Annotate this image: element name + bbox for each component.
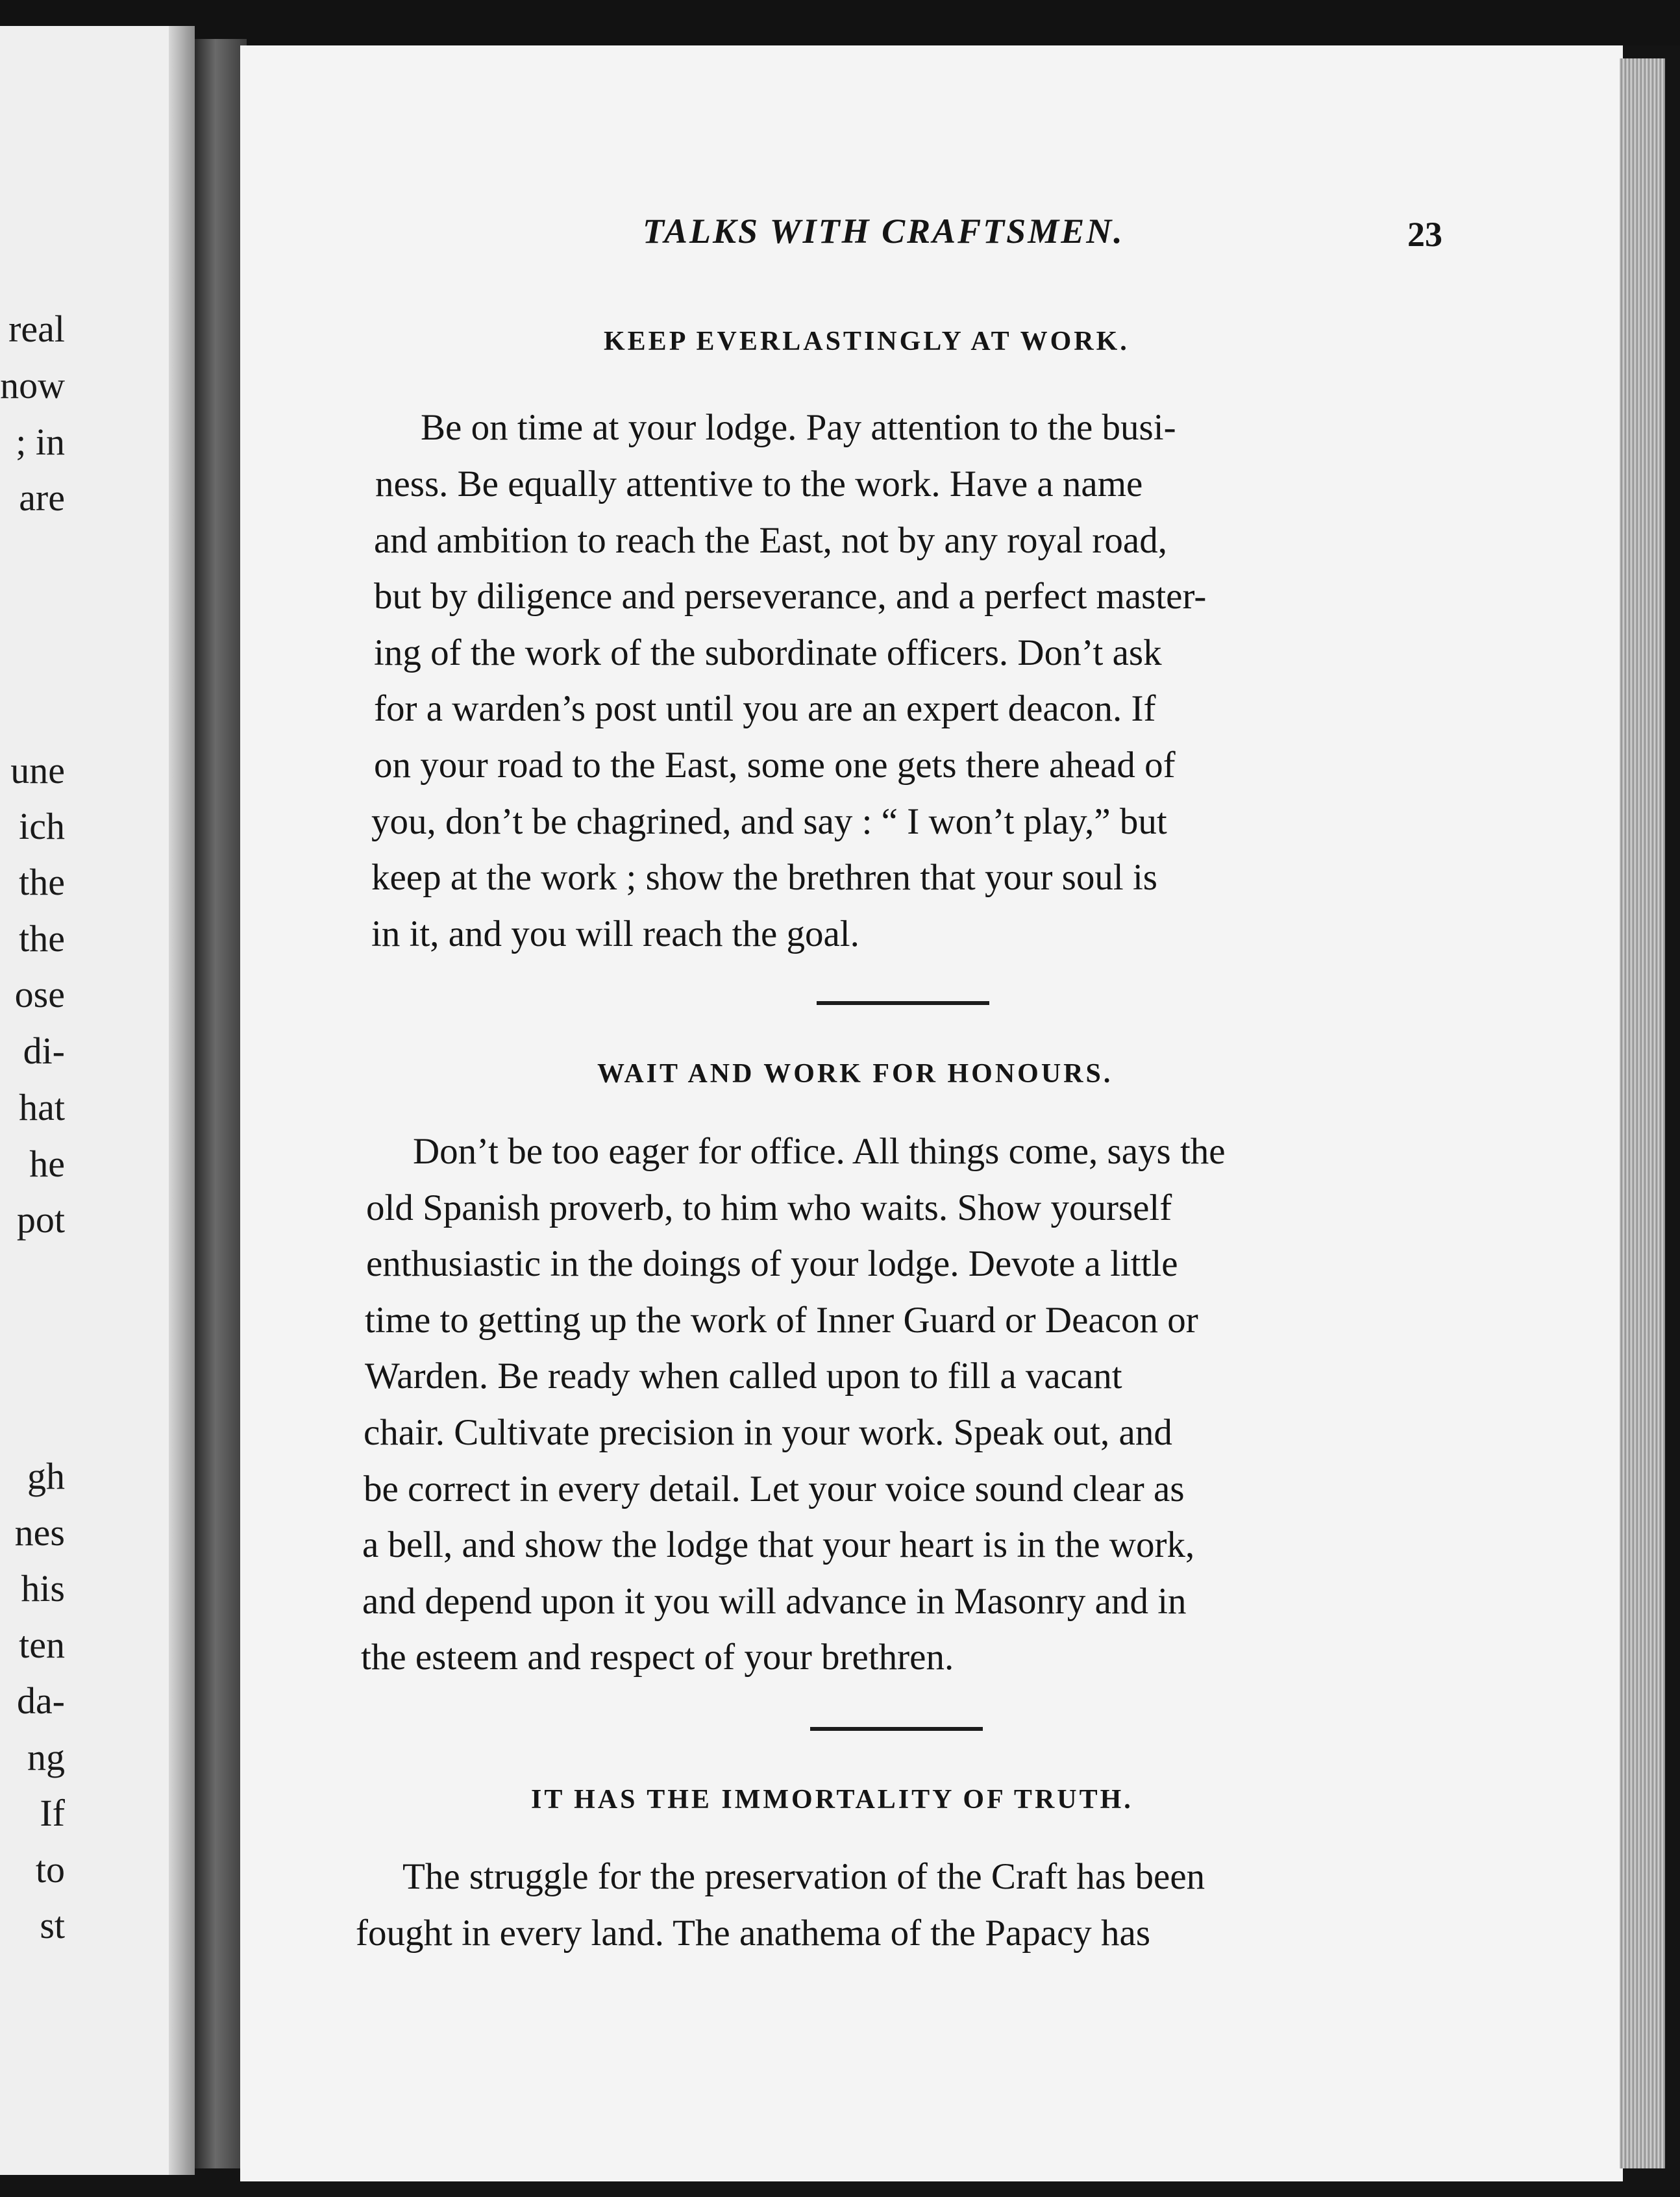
body-text-line: the esteem and respect of your brethren.: [361, 1637, 954, 1678]
body-text-line: time to getting up the work of Inner Guard or Deacon or: [365, 1300, 1198, 1341]
left-page-fragment: are: [19, 477, 65, 519]
left-page-fragment: the: [19, 861, 65, 903]
body-text-line: keep at the work ; show the brethren that your soul is: [371, 857, 1157, 898]
left-page-fragment: ng: [27, 1736, 65, 1778]
section-heading: IT HAS THE IMMORTALITY OF TRUTH.: [531, 1785, 1133, 1815]
left-page-fragment: ose: [14, 973, 65, 1015]
body-text-line: for a warden’s post until you are an expert deacon. If: [374, 688, 1156, 729]
body-text-line: be correct in every detail. Let your voice sound clear as: [364, 1469, 1185, 1509]
left-page-fragment: ten: [19, 1624, 65, 1666]
body-text-line: chair. Cultivate precision in your work. Speak out, and: [364, 1412, 1172, 1453]
page-edges: [1620, 58, 1665, 2168]
section-heading: WAIT AND WORK FOR HONOURS.: [597, 1059, 1113, 1089]
body-text-line: enthusiastic in the doings of your lodge. Devote a little: [366, 1243, 1178, 1284]
body-text-line: fought in every land. The anathema of the Papacy has: [356, 1913, 1151, 1954]
left-page-fragment: une: [10, 749, 65, 791]
body-text-line: in it, and you will reach the goal.: [371, 913, 859, 954]
left-page-fold-shadow: [169, 26, 195, 2175]
body-text-line: Warden. Be ready when called upon to fill a vacant: [365, 1356, 1122, 1396]
body-text-line: on your road to the East, some one gets there ahead of: [374, 745, 1176, 786]
left-page-fragment: real: [8, 308, 65, 350]
left-page-fragment: hat: [19, 1086, 65, 1128]
section-divider: [817, 1001, 989, 1005]
body-text-line: and depend upon it you will advance in Masonry and in: [362, 1581, 1187, 1622]
left-page-fragment: If: [40, 1792, 65, 1834]
left-page-fragment: gh: [27, 1455, 65, 1497]
left-page-fragment: to: [35, 1848, 65, 1891]
left-page-fragment: da-: [16, 1680, 65, 1722]
body-text-line: Be on time at your lodge. Pay attention to the busi-: [421, 407, 1176, 448]
body-text-line: The struggle for the preservation of the Craft has been: [402, 1856, 1205, 1897]
left-page-fragment: ich: [19, 805, 65, 847]
scan-top-border: [0, 0, 1680, 45]
left-page-fragment: st: [40, 1904, 65, 1946]
body-text-line: old Spanish proverb, to him who waits. Show yourself: [366, 1187, 1172, 1228]
body-text-line: Don’t be too eager for office. All things come, says the: [413, 1131, 1226, 1172]
left-page-fragment: ; in: [16, 421, 65, 463]
running-head-title: TALKS WITH CRAFTSMEN.: [643, 212, 1124, 251]
page-number: 23: [1407, 215, 1442, 254]
body-text-line: and ambition to reach the East, not by any royal road,: [374, 520, 1167, 561]
body-text-line: you, don’t be chagrined, and say : “ I won’t play,” but: [371, 801, 1167, 842]
body-text-line: a bell, and show the lodge that your heart is in the work,: [362, 1524, 1195, 1565]
section-heading: KEEP EVERLASTINGLY AT WORK.: [604, 327, 1130, 356]
body-text-line: ing of the work of the subordinate officers. Don’t ask: [374, 632, 1162, 673]
left-page-fragment: now: [0, 364, 65, 406]
body-text-line: ness. Be equally attentive to the work. Have a name: [375, 464, 1143, 504]
left-page-fragment: nes: [14, 1511, 65, 1554]
section-divider: [810, 1727, 983, 1731]
body-text-line: but by diligence and perseverance, and a perfect master-: [374, 576, 1207, 617]
left-page-fragment: di-: [23, 1030, 65, 1072]
left-page-fragment: pot: [16, 1198, 65, 1241]
left-page-fragment: the: [19, 917, 65, 960]
book-gutter-shadow: [195, 39, 247, 2168]
left-page-fragment: his: [21, 1567, 65, 1609]
left-page-fragment: he: [29, 1143, 65, 1185]
left-page: [0, 26, 195, 2175]
